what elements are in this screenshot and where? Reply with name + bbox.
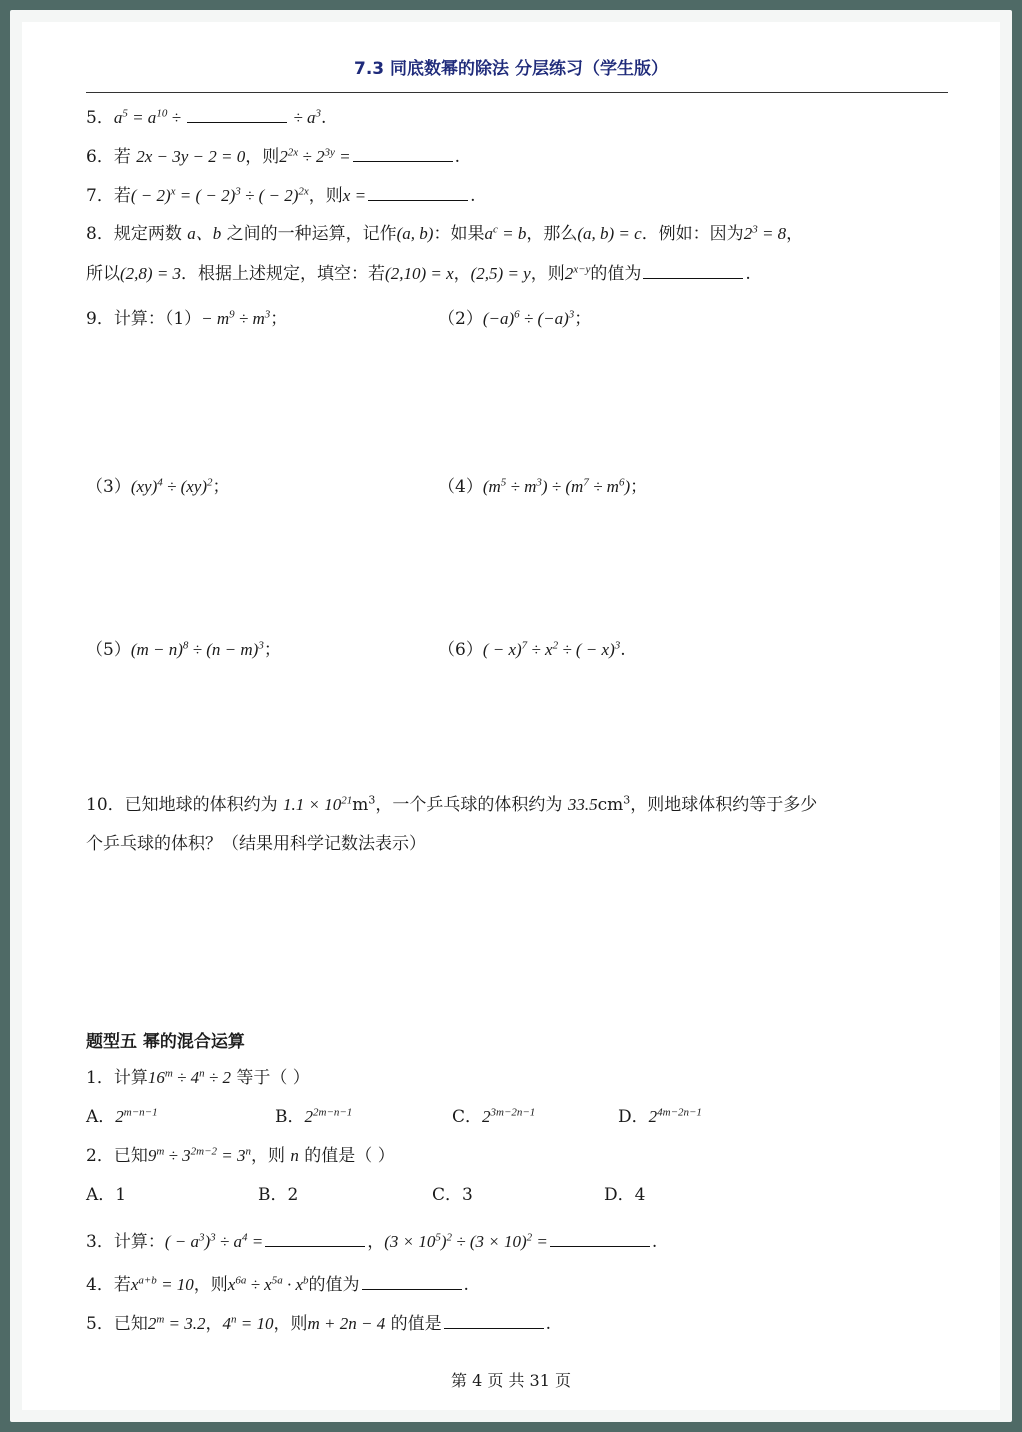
option-d[interactable]: D．$2^{4m-2n-1}$ bbox=[618, 1106, 702, 1127]
answer-blank[interactable] bbox=[187, 106, 287, 123]
question-5: 5．$a^5 = a^{10}$ ÷ ÷ $a^3$. bbox=[86, 107, 327, 128]
answer-blank[interactable] bbox=[643, 262, 743, 279]
option-c[interactable]: C．3 bbox=[432, 1185, 473, 1205]
document-page bbox=[22, 22, 1000, 1410]
option-a[interactable]: A．1 bbox=[86, 1185, 127, 1205]
question-10-line-2: 个乒乓球的体积？（结果用科学记数法表示） bbox=[86, 834, 426, 854]
question-8-line-1: 8．规定两数 a、b 之间的一种运算，记作(a, b)：如果$a^c = b$，那么(a, b) = c．例如：因为$2^3 = 8$， bbox=[86, 223, 804, 244]
question-9-part-3: （3）(xy)$^4$ ÷ (xy)$^2$； bbox=[86, 476, 230, 497]
option-d[interactable]: D．4 bbox=[604, 1185, 646, 1205]
question-9-part-6: $(6)( - x)^7 \div x^2$ ÷ ( − x)$^3$. bbox=[438, 639, 626, 660]
mixed-question-1: 1．计算$16^m \div 4^n \div 2$ 等于（ ） bbox=[86, 1067, 310, 1088]
answer-blank[interactable] bbox=[265, 1230, 365, 1247]
question-9-part-4: $(4)(m^5 \div m^3) \div (m^7 \div m^6)$； bbox=[438, 476, 648, 497]
question-9-part-5: $(5)(m - n)^8 \div (n - m)^3$； bbox=[86, 639, 281, 660]
option-b[interactable]: B．$2^{2m-n-1}$ bbox=[275, 1106, 353, 1127]
question-7: 7．若( − 2)$^x$ = ( − 2)$^3$ ÷ ( − 2)$^{2x}$，则x = . bbox=[86, 185, 476, 206]
mixed-question-2: 2．已知$9^m \div 3^{2m-2} = 3^n$，则 n 的值是（ ） bbox=[86, 1145, 395, 1166]
page-border bbox=[10, 10, 1012, 1422]
answer-blank[interactable] bbox=[444, 1312, 544, 1329]
question-6: 6．若 2x − 3y − 2 = 0，则$2^{2x} \div 2^{3y}$ = . bbox=[86, 146, 461, 167]
mixed-question-4: 4．若$x^{a+b} = 10$，则$x^{6a} \div x^{5a} \cdot x^b$的值为 . bbox=[86, 1274, 469, 1295]
page-title: 7.3 同底数幂的除法 分层练习（学生版） bbox=[354, 59, 668, 79]
answer-blank[interactable] bbox=[368, 184, 468, 201]
question-9-part-2: $(2)(-a)^6 \div (-a)^3$； bbox=[438, 308, 592, 329]
question-10-line-1: 10．已知地球的体积约为 $1.1 \times 10^{21}m^3$，一个乒乓球的体积约为 $33.5cm^3$，则地球体积约等于多少 bbox=[86, 793, 818, 815]
header-divider bbox=[86, 92, 948, 93]
answer-blank[interactable] bbox=[550, 1230, 650, 1247]
answer-blank[interactable] bbox=[362, 1273, 462, 1290]
answer-blank[interactable] bbox=[353, 145, 453, 162]
mixed-question-3: 3．计算：( − $a^3)^3 \div a^4$ = ，$(3 \times 10^5)^2 \div (3 \times 10)^2$ = . bbox=[86, 1231, 658, 1252]
page-number: 第 4 页 共 31 页 bbox=[451, 1371, 571, 1390]
question-8-line-2: 所以(2,8) = 3．根据上述规定，填空：若(2,10) = x，(2,5) = y，则$2^{x-y}$的值为 . bbox=[86, 263, 751, 284]
option-c[interactable]: C．$2^{3m-2n-1}$ bbox=[452, 1106, 536, 1127]
option-a[interactable]: A．$2^{m-n-1}$ bbox=[86, 1106, 158, 1127]
option-b[interactable]: B．2 bbox=[258, 1185, 299, 1205]
section-heading: 题型五 幂的混合运算 bbox=[86, 1032, 245, 1052]
question-9-part-1: 9．计算：$(1)- m^9 \div m^3$； bbox=[86, 308, 288, 329]
mixed-question-5: 5．已知$2^m = 3.2$，$4^n = 10$，则m + 2n − 4 的值是 . bbox=[86, 1313, 552, 1334]
